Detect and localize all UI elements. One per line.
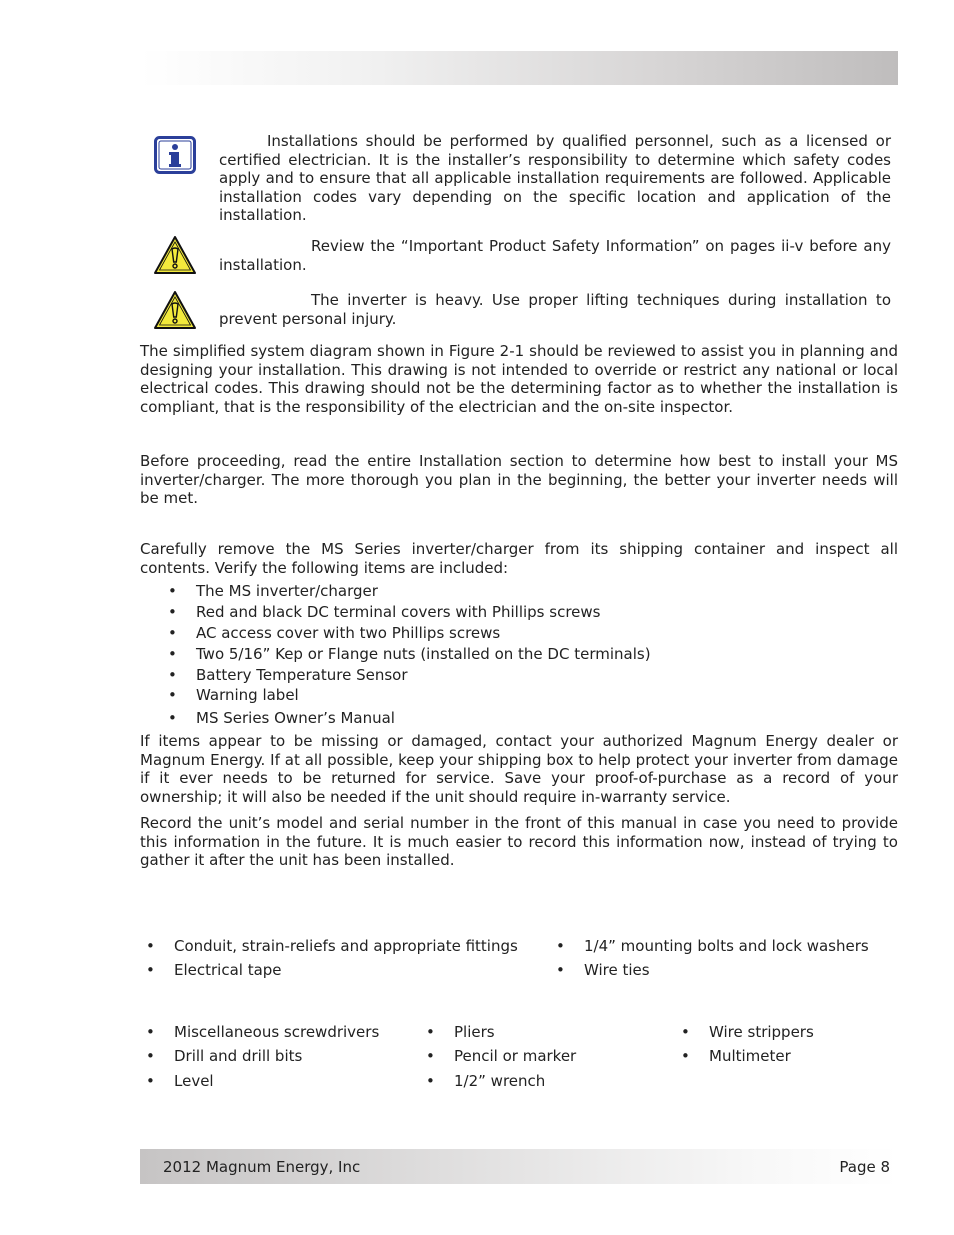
list-item: • The MS inverter/charger	[140, 582, 898, 601]
list-item: • Level	[174, 1072, 214, 1091]
list-item: • Drill and drill bits	[174, 1047, 302, 1066]
list-item: • AC access cover with two Phillips screws	[140, 624, 898, 643]
before-proceeding-paragraph: Before proceeding, read the entire Installation section to determine how best to install your MS inverter/charger. The more thorough you plan in the beginning, the better your inverter needs will be met.	[140, 452, 898, 507]
note-info-text: Installations should be performed by qualified personnel, such as a licensed or certified electrician. It is the installer’s responsibility to determine which safety codes apply and to ensure that all applicable installation requirements are followed. Applicable installation codes vary depending on the specific location and application of the installation.	[219, 132, 891, 224]
footer-bar	[140, 1149, 898, 1184]
missing-items-paragraph: If items appear to be missing or damaged, contact your authorized Magnum Energy dealer or Magnum Energy. If at all possible, keep your shipping box to help protect your inverter from damage if it ever needs to be returned for service. Save your proof-of-purchase as a record of your ownership; it will also be needed if the unit should require in-warranty service.	[140, 732, 898, 806]
warning-icon	[153, 235, 197, 279]
list-item: • Conduit, strain-reliefs and appropriate fittings	[174, 937, 518, 956]
header-bar	[140, 51, 898, 85]
list-item: • Wire strippers	[709, 1023, 814, 1042]
unpack-paragraph: Carefully remove the MS Series inverter/charger from its shipping container and inspect all contents. Verify the following items are included:	[140, 540, 898, 577]
note-warning-heavy-text: The inverter is heavy. Use proper lifting techniques during installation to prevent personal injury.	[219, 291, 891, 328]
list-item: • Electrical tape	[174, 961, 282, 980]
included-items-list	[140, 582, 898, 727]
list-item: • 1/2” wrench	[454, 1072, 545, 1091]
list-item: • Warning label	[140, 686, 898, 705]
footer-copyright: 2012 Magnum Energy, Inc	[163, 1158, 361, 1176]
warning-icon	[153, 290, 197, 334]
list-item: • Two 5/16” Kep or Flange nuts (installed on the DC terminals)	[140, 645, 898, 664]
list-item: • MS Series Owner’s Manual	[140, 709, 898, 728]
record-serial-paragraph: Record the unit’s model and serial number in the front of this manual in case you need to provide this information in the future. It is much easier to record this information now, instead of trying to gather it after the unit has been installed.	[140, 814, 898, 869]
diagram-paragraph: The simplified system diagram shown in Figure 2-1 should be reviewed to assist you in planning and designing your installation. This drawing is not intended to override or restrict any national or local electrical codes. This drawing should not be the determining factor as to whether the installation is compliant, that is the responsibility of the electrician and the on-site inspector.	[140, 342, 898, 416]
list-item: • Battery Temperature Sensor	[140, 666, 898, 685]
list-item: • Red and black DC terminal covers with Phillips screws	[140, 603, 898, 622]
list-item: • Pencil or marker	[454, 1047, 576, 1066]
note-warning-safety-text: Review the “Important Product Safety Information” on pages ii-v before any installation.	[219, 237, 891, 274]
list-item: • Wire ties	[584, 961, 650, 980]
list-item: • Multimeter	[709, 1047, 791, 1066]
list-item: • 1/4” mounting bolts and lock washers	[584, 937, 869, 956]
page-number: Page 8	[839, 1158, 890, 1176]
list-item: • Pliers	[454, 1023, 495, 1042]
list-item: • Miscellaneous screwdrivers	[174, 1023, 379, 1042]
info-icon	[154, 136, 196, 178]
